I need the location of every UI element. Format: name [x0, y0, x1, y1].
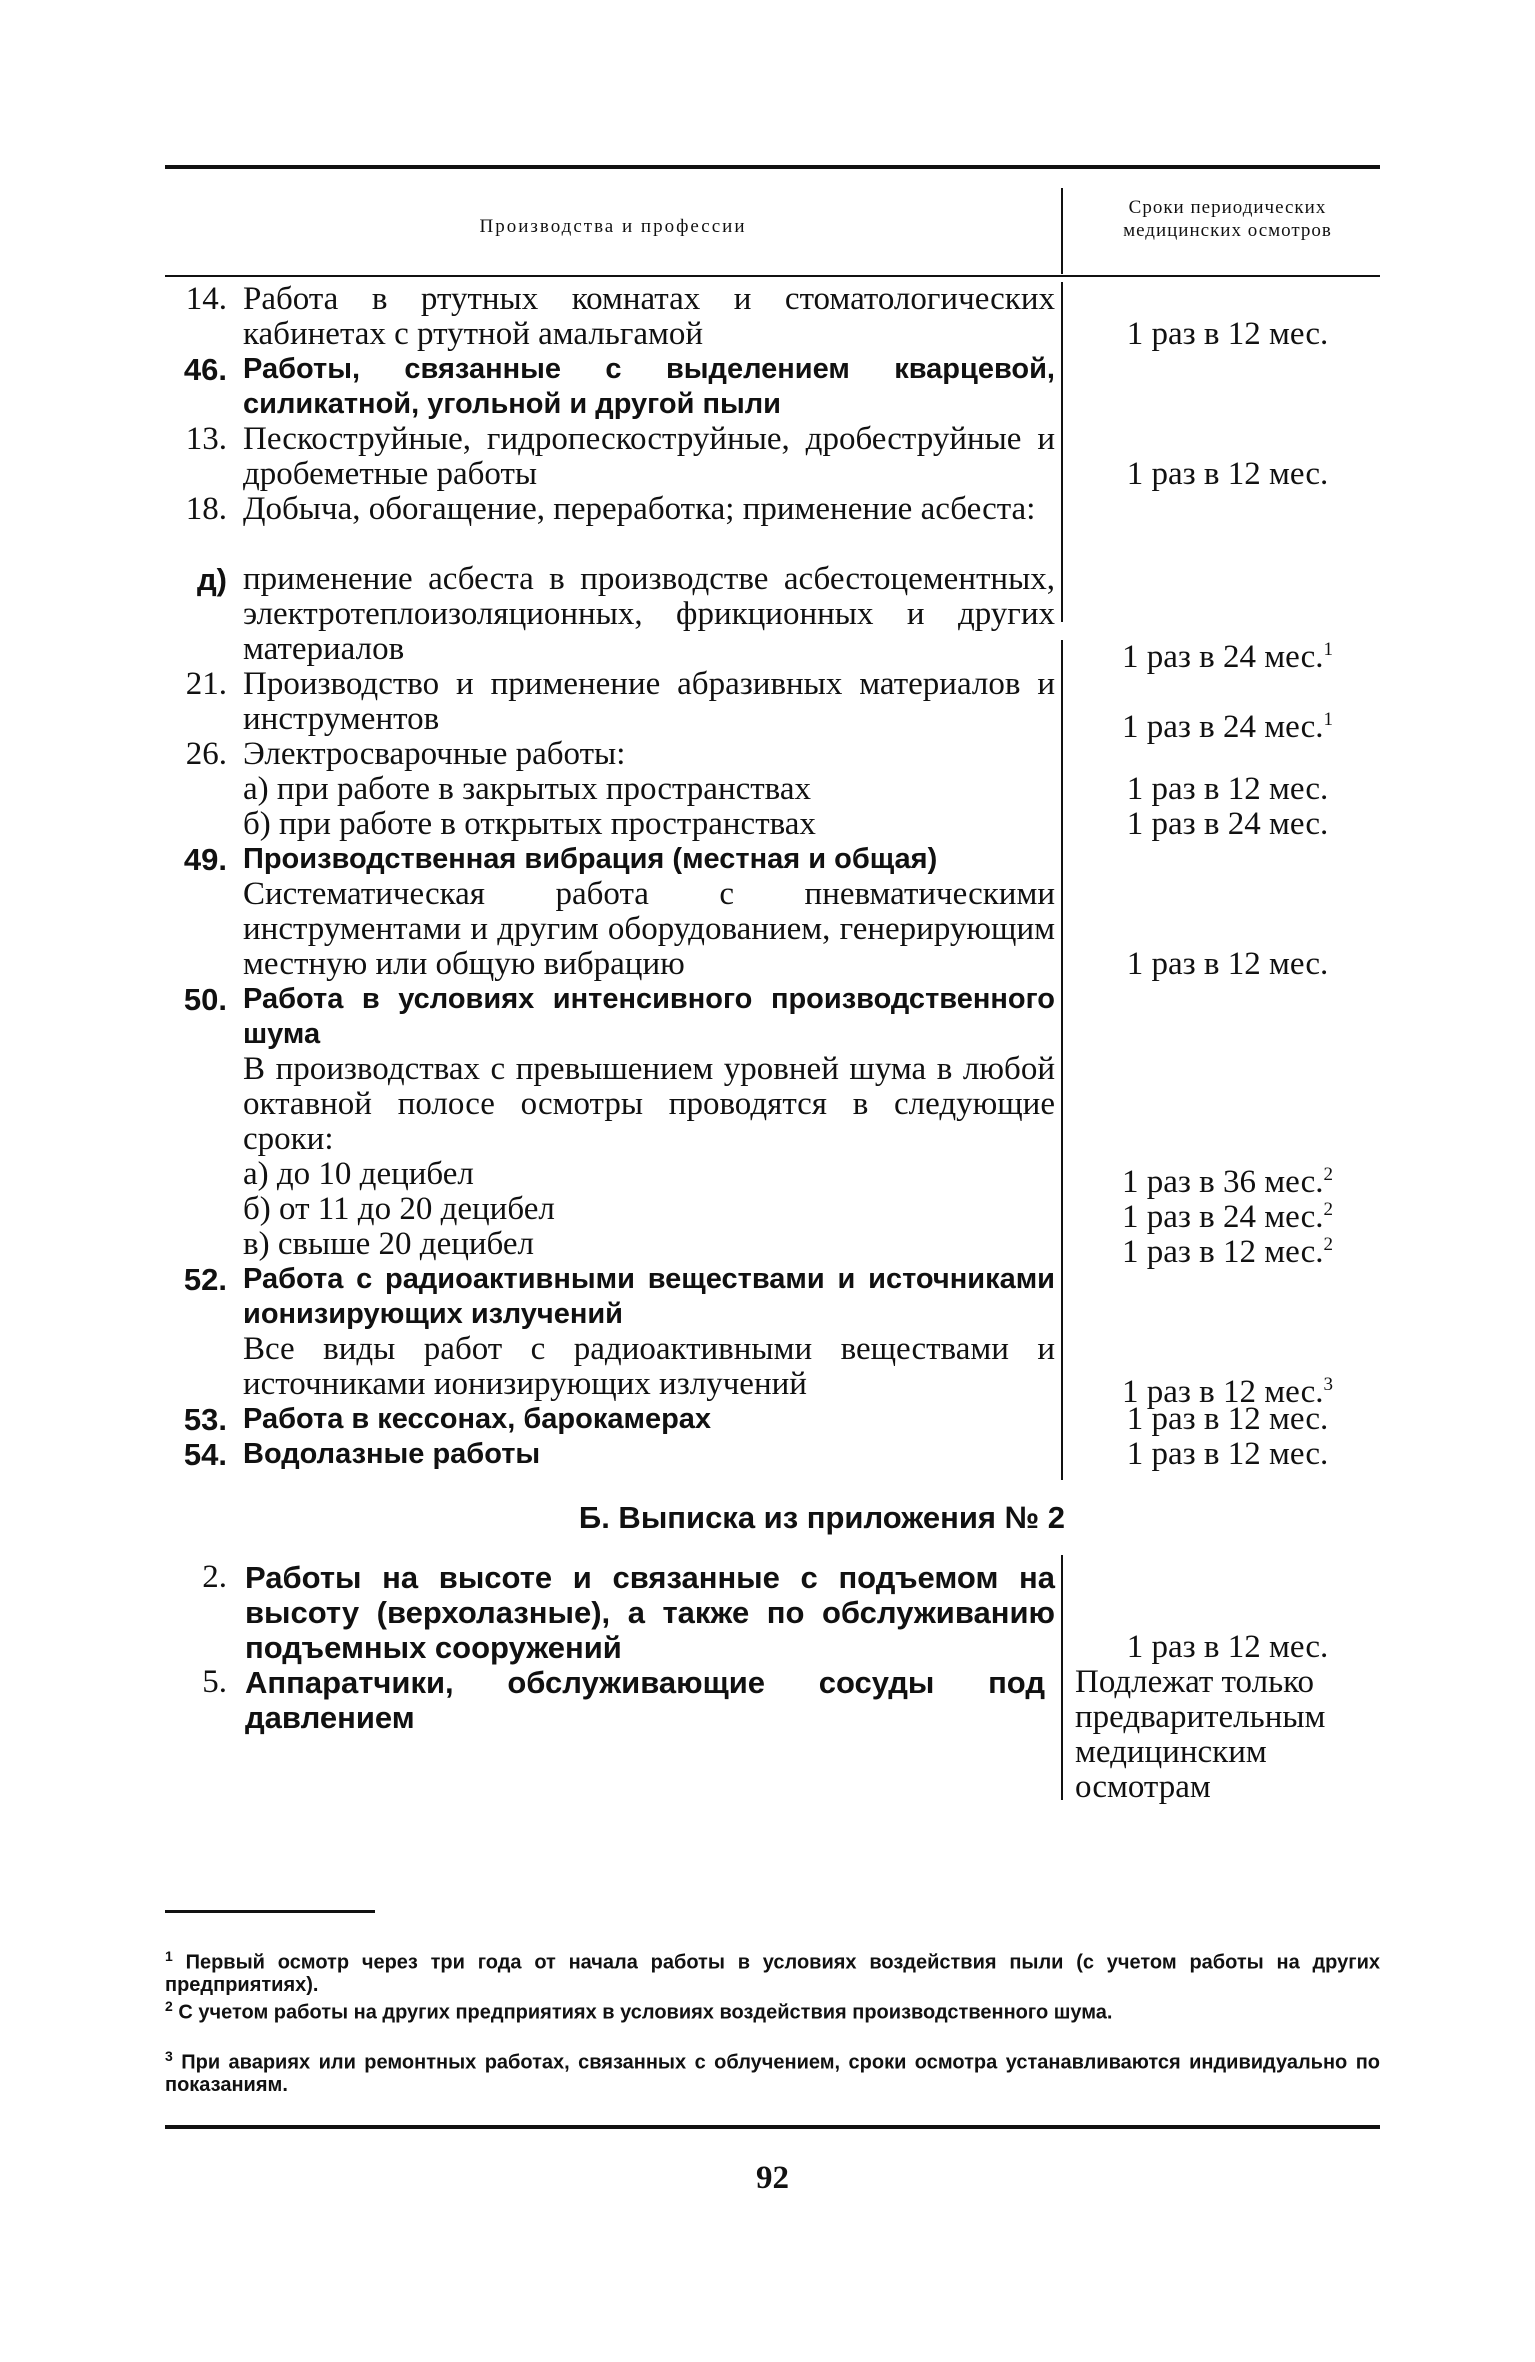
- footnote-rule: [165, 1910, 375, 1913]
- row-text: а) до 10 децибел: [243, 1156, 474, 1192]
- row-number: 52.: [183, 1262, 227, 1297]
- table-header: [165, 180, 1380, 275]
- row-period-text: 1 раз в 36 мес.: [1121, 1164, 1324, 1200]
- row-period: 1 раз в 12 мес.: [1126, 316, 1329, 352]
- footnote: [165, 1945, 1380, 1996]
- row-period: 1 раз в 12 мес.: [1126, 1436, 1329, 1472]
- row-period: [1075, 1227, 1380, 1270]
- row-period-text: 1 раз в 24 мес.: [1121, 709, 1324, 745]
- row-text: Аппаратчики, обслуживающие сосуды под давлением: [245, 1665, 1045, 1735]
- page-number: 92: [756, 2160, 789, 2196]
- footnote-ref: 1: [1323, 709, 1333, 730]
- row-number: 53.: [183, 1402, 227, 1437]
- row-number: 26.: [185, 736, 227, 772]
- header-production-column: Производства и профессии: [479, 216, 747, 237]
- footnote-mark: 1: [165, 1948, 173, 1964]
- document-page: [165, 0, 1380, 2362]
- row-text: Работы, связанные с выделением кварцевой, силикатной, угольной и другой пыли: [243, 353, 1055, 420]
- row-period-text: 1 раз в 12 мес.: [1121, 1234, 1324, 1270]
- row-number: 13.: [185, 421, 227, 457]
- row-number: 14.: [185, 281, 227, 317]
- row-period: 1 раз в 12 мес.: [1126, 456, 1329, 492]
- column-divider: [1061, 640, 1063, 1480]
- row-text: Все виды работ с радиоактивными веществами и источниками ионизирующих излучений: [243, 1331, 1055, 1402]
- footnote-mark: 2: [165, 1998, 173, 2014]
- footnote-text: При авариях или ремонтных работах, связанных с облучением, сроки осмотра устанавливаются индивидуально по показаниям.: [165, 2051, 1380, 2096]
- row-text: Производство и применение абразивных материалов и инструментов: [243, 666, 1055, 737]
- footnote: [165, 2045, 1380, 2096]
- row-text: б) при работе в открытых пространствах: [243, 806, 816, 842]
- row-period: 1 раз в 24 мес.: [1126, 806, 1329, 842]
- header-period-column: [1075, 196, 1380, 242]
- row-number: 5.: [202, 1664, 227, 1700]
- footnote-text: С учетом работы на других предприятиях в условиях воздействия производственного шума.: [178, 2001, 1113, 2024]
- row-period-text: 1 раз в 24 мес.: [1121, 639, 1324, 675]
- row-text: применение асбеста в производстве асбестоцементных, электротеплоизоляционных, фрикционных и других материалов: [243, 561, 1055, 667]
- bottom-rule: [165, 2125, 1380, 2129]
- row-text: Водолазные работы: [243, 1438, 541, 1470]
- footnote-ref: 1: [1323, 639, 1333, 660]
- row-period-text: 1 раз в 12 мес.: [1121, 1374, 1324, 1410]
- row-text: Работы на высоте и связанные с подъемом на высоту (верхолазные), а также по обслуживанию подъемных сооружений: [245, 1560, 1055, 1665]
- section-b-title: Б. Выписка из приложения № 2: [578, 1500, 1065, 1535]
- row-text: Работа в условиях интенсивного производственного шума: [243, 983, 1055, 1050]
- column-divider: [1061, 1555, 1063, 1800]
- row-text: Добыча, обогащение, переработка; применение асбеста:: [243, 491, 1036, 527]
- footnote-ref: 3: [1323, 1374, 1333, 1395]
- row-text: В производствах с превышением уровней шума в любой октавной полосе осмотры проводятся в следующие сроки:: [243, 1051, 1055, 1157]
- row-text: Систематическая работа с пневматическими инструментами и другим оборудованием, генерирующим местную или общую вибрацию: [243, 876, 1055, 982]
- footnote: [165, 1995, 1380, 2024]
- row-number: 50.: [183, 982, 227, 1017]
- row-text: Электросварочные работы:: [243, 736, 626, 772]
- header-rule: [165, 275, 1380, 277]
- row-number: 18.: [185, 491, 227, 527]
- row-number: 2.: [202, 1559, 227, 1595]
- row-text: Работа с радиоактивными веществами и источниками ионизирующих излучений: [243, 1263, 1055, 1330]
- row-text: а) при работе в закрытых пространствах: [243, 771, 811, 807]
- row-text: б) от 11 до 20 децибел: [243, 1191, 555, 1227]
- row-number: 46.: [183, 352, 227, 387]
- footnote-ref: 2: [1323, 1199, 1333, 1220]
- row-period: 1 раз в 12 мес.: [1126, 1401, 1329, 1437]
- top-rule: [165, 165, 1380, 169]
- header-divider: [1061, 188, 1063, 274]
- row-number: 54.: [183, 1437, 227, 1472]
- row-period: Подлежат только предварительным медицинским осмотрам: [1075, 1664, 1326, 1805]
- footnote-ref: 2: [1323, 1234, 1333, 1255]
- row-period: 1 раз в 12 мес.: [1126, 771, 1329, 807]
- row-text: Работа в ртутных комнатах и стоматологических кабинетах с ртутной амальгамой: [243, 281, 1055, 352]
- row-number: д): [196, 562, 227, 597]
- footnote-text: Первый осмотр через три года от начала работы в условиях воздействия пыли (с учетом работы на других предприятиях).: [165, 1951, 1381, 1996]
- row-period: [1075, 632, 1380, 675]
- footnote-ref: 2: [1323, 1164, 1333, 1185]
- row-period-text: 1 раз в 24 мес.: [1121, 1199, 1324, 1235]
- row-period: [1075, 702, 1380, 745]
- row-period: 1 раз в 12 мес.: [1126, 946, 1329, 982]
- row-text: Работа в кессонах, барокамерах: [243, 1403, 712, 1435]
- footnote-mark: 3: [165, 2048, 173, 2064]
- header-period-line2: медицинских осмотров: [1123, 220, 1332, 241]
- row-text: в) свыше 20 децибел: [243, 1226, 535, 1262]
- row-number: 49.: [183, 842, 227, 877]
- header-period-line1: Сроки периодических: [1128, 197, 1327, 218]
- row-text: Пескоструйные, гидропескоструйные, дробеструйные и дробеметные работы: [243, 421, 1055, 492]
- row-text: Производственная вибрация (местная и общая): [243, 843, 938, 875]
- column-divider: [1061, 282, 1063, 622]
- row-number: 21.: [185, 666, 227, 702]
- row-period: 1 раз в 12 мес.: [1126, 1629, 1329, 1665]
